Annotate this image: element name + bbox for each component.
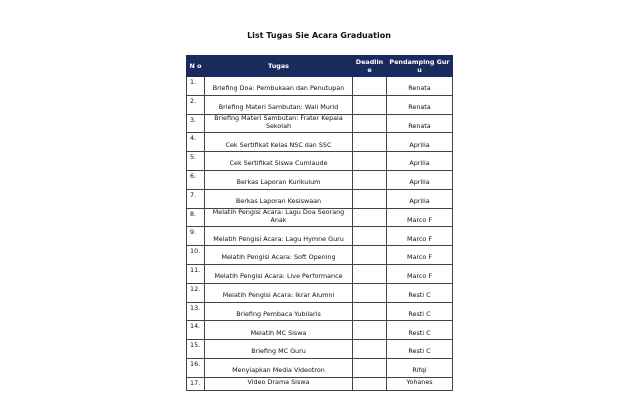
table-row (187, 95, 453, 114)
row-number-cell: 13. (187, 302, 205, 321)
row-number-cell: 17. (187, 377, 205, 390)
task-cell: Briefing Pembaca Yubilaris (205, 302, 353, 321)
deadline-cell (353, 133, 387, 152)
table-row (187, 133, 453, 152)
header-pendamping: Pendamping Guru (387, 56, 453, 77)
deadline-cell (353, 77, 387, 96)
task-cell: Melatih Pengisi Acara: Ikrar Alumni (205, 283, 353, 302)
deadline-cell (353, 321, 387, 340)
pendamping-cell: Resti C (387, 302, 453, 321)
table-row (187, 358, 453, 377)
pendamping-cell: Marco F (387, 227, 453, 246)
deadline-cell (353, 302, 387, 321)
deadline-cell (353, 170, 387, 189)
deadline-cell (353, 377, 387, 390)
deadline-cell (353, 95, 387, 114)
table-row (187, 246, 453, 265)
table-row (187, 227, 453, 246)
deadline-cell (353, 152, 387, 171)
row-number-cell: 9. (187, 227, 205, 246)
pendamping-cell: Yohanes (387, 377, 453, 390)
table-row (187, 208, 453, 227)
row-number-cell: 1. (187, 77, 205, 96)
task-cell: Melatih Pengisi Acara: Live Performance (205, 264, 353, 283)
row-number-cell: 4. (187, 133, 205, 152)
table-row (187, 302, 453, 321)
pendamping-cell: Resti C (387, 283, 453, 302)
row-number-cell: 10. (187, 246, 205, 265)
deadline-cell (353, 227, 387, 246)
deadline-cell (353, 283, 387, 302)
table-row (187, 189, 453, 208)
document-title: List Tugas Sie Acara Graduation (247, 31, 391, 40)
task-cell: Melatih MC Siswa (205, 321, 353, 340)
row-number-cell: 5. (187, 152, 205, 171)
pendamping-cell: Renata (387, 95, 453, 114)
table-row (187, 77, 453, 96)
table-header-row (187, 56, 453, 77)
pendamping-cell: Marco F (387, 208, 453, 227)
task-cell: Melatih Pengisi Acara: Lagu Doa Seorang Anak (205, 208, 353, 227)
pendamping-cell: Renata (387, 77, 453, 96)
row-number-cell: 15. (187, 340, 205, 359)
deadline-cell (353, 358, 387, 377)
table-row (187, 170, 453, 189)
header-deadline: Deadlin e (353, 56, 387, 77)
task-cell: Briefing Materi Sambutan: Wali Murid (205, 95, 353, 114)
task-cell: Briefing MC Guru (205, 340, 353, 359)
task-cell: Menyiapkan Media Videotron (205, 358, 353, 377)
task-cell: Cek Sertifikat Siswa Cumlaude (205, 152, 353, 171)
deadline-cell (353, 189, 387, 208)
deadline-cell (353, 264, 387, 283)
row-number-cell: 11. (187, 264, 205, 283)
pendamping-cell: Renata (387, 114, 453, 133)
pendamping-cell: Aprilia (387, 152, 453, 171)
task-table (186, 55, 453, 391)
table-row (187, 283, 453, 302)
row-number-cell: 2. (187, 95, 205, 114)
task-cell: Briefing Materi Sambutan: Frater Kepala Sekolah (205, 114, 353, 133)
row-number-cell: 8. (187, 208, 205, 227)
deadline-cell (353, 340, 387, 359)
header-task: Tugas (205, 56, 353, 77)
pendamping-cell: Aprilia (387, 189, 453, 208)
row-number-cell: 12. (187, 283, 205, 302)
task-cell: Video Drama Siswa (205, 377, 353, 390)
task-cell: Berkas Laporan Kesiswaan (205, 189, 353, 208)
row-number-cell: 14. (187, 321, 205, 340)
pendamping-cell: Marco F (387, 246, 453, 265)
task-cell: Cek Sertifikat Kelas NSC dan SSC (205, 133, 353, 152)
pendamping-cell: Aprilia (387, 133, 453, 152)
pendamping-cell: Rifqi (387, 358, 453, 377)
row-number-cell: 3. (187, 114, 205, 133)
row-number-cell: 16. (187, 358, 205, 377)
row-number-cell: 7. (187, 189, 205, 208)
table-body (187, 77, 453, 391)
task-cell: Melatih Pengisi Acara: Soft Opening (205, 246, 353, 265)
deadline-cell (353, 246, 387, 265)
task-cell: Briefing Doa: Pembukaan dan Penutupan (205, 77, 353, 96)
pendamping-cell: Resti C (387, 321, 453, 340)
deadline-cell (353, 114, 387, 133)
header-no: N o (187, 56, 205, 77)
pendamping-cell: Aprilia (387, 170, 453, 189)
pendamping-cell: Resti C (387, 340, 453, 359)
table-row (187, 377, 453, 390)
table-row (187, 152, 453, 171)
row-number-cell: 6. (187, 170, 205, 189)
task-cell: Melatih Pengisi Acara: Lagu Hymne Guru (205, 227, 353, 246)
table-row (187, 340, 453, 359)
table-row (187, 321, 453, 340)
table-row (187, 114, 453, 133)
pendamping-cell: Marco F (387, 264, 453, 283)
task-cell: Berkas Laporan Kurikulum (205, 170, 353, 189)
table-row (187, 264, 453, 283)
deadline-cell (353, 208, 387, 227)
